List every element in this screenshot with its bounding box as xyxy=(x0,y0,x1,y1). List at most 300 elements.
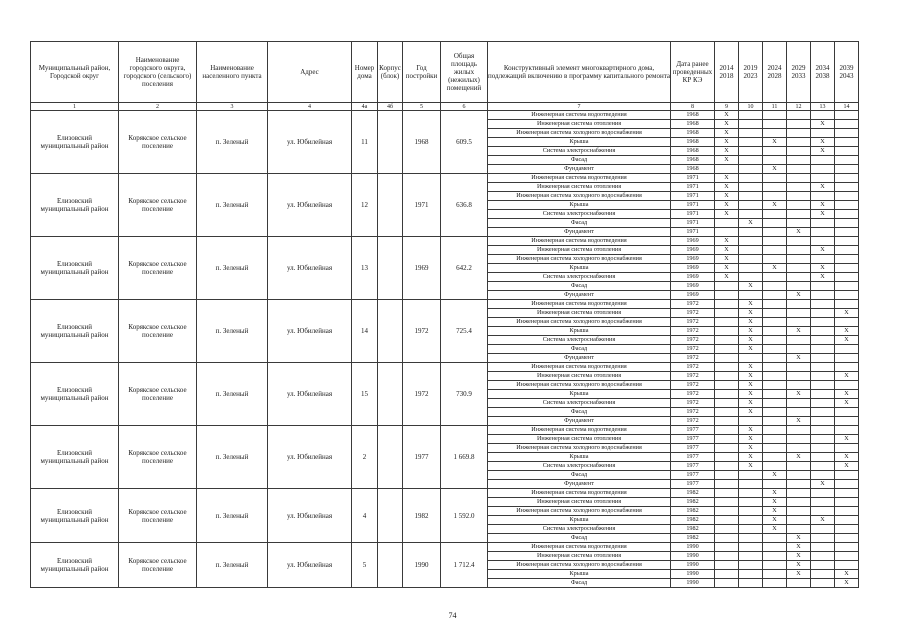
cell-period-mark: X xyxy=(739,345,763,354)
cell-period-mark xyxy=(715,381,739,390)
cell-period-mark xyxy=(811,453,835,462)
cell-period-mark xyxy=(835,471,859,480)
header-district: Муниципальный район, Городской округ xyxy=(31,42,119,103)
cell-structural-element: Система электроснабжения xyxy=(488,525,671,534)
cell-structural-element: Фундамент xyxy=(488,417,671,426)
cell-period-mark xyxy=(763,570,787,579)
cell-period-mark xyxy=(811,552,835,561)
cell-period-mark xyxy=(835,120,859,129)
cell-previous-repair-date: 1972 xyxy=(671,336,715,345)
cell-period-mark xyxy=(835,210,859,219)
cell-structural-element: Инженерная система холодного водоснабжения xyxy=(488,129,671,138)
cell-structural-element: Инженерная система водоотведения xyxy=(488,174,671,183)
cell-period-mark xyxy=(763,399,787,408)
cell-house-number: 2 xyxy=(352,426,378,489)
cell-address: ул. Юбилейная xyxy=(268,543,352,588)
cell-block xyxy=(378,543,403,588)
cell-period-mark: X xyxy=(739,381,763,390)
header-settlement: Наименование городского округа, городского (сельского) поселения xyxy=(119,42,197,103)
cell-period-mark xyxy=(739,489,763,498)
table-row xyxy=(31,300,859,309)
cell-period-mark xyxy=(739,543,763,552)
cell-period-mark: X xyxy=(763,201,787,210)
cell-period-mark xyxy=(763,246,787,255)
header-total-area: Общая площадь жилых (нежилых) помещений xyxy=(441,42,488,103)
cell-structural-element: Фасад xyxy=(488,579,671,588)
cell-period-mark xyxy=(811,372,835,381)
cell-settlement: Корякское сельское поселение xyxy=(119,174,197,237)
cell-period-mark xyxy=(811,534,835,543)
cell-total-area: 1 712.4 xyxy=(441,543,488,588)
cell-locality: п. Зеленый xyxy=(197,300,268,363)
cell-block xyxy=(378,489,403,543)
cell-period-mark xyxy=(715,363,739,372)
cell-structural-element: Инженерная система водоотведения xyxy=(488,543,671,552)
cell-period-mark: X xyxy=(715,120,739,129)
cell-period-mark xyxy=(787,363,811,372)
cell-structural-element: Крыша xyxy=(488,201,671,210)
cell-previous-repair-date: 1990 xyxy=(671,543,715,552)
page-number: 74 xyxy=(448,611,457,620)
cell-structural-element: Фасад xyxy=(488,282,671,291)
cell-period-mark: X xyxy=(715,192,739,201)
cell-period-mark: X xyxy=(739,318,763,327)
cell-period-mark xyxy=(811,471,835,480)
cell-period-mark xyxy=(739,201,763,210)
cell-period-mark xyxy=(811,336,835,345)
cell-locality: п. Зеленый xyxy=(197,426,268,489)
cell-period-mark xyxy=(835,507,859,516)
cell-period-mark xyxy=(787,471,811,480)
header-period-2034-2038: 2034 2038 xyxy=(811,42,835,103)
cell-period-mark xyxy=(715,507,739,516)
cell-structural-element: Инженерная система холодного водоснабжения xyxy=(488,381,671,390)
cell-period-mark xyxy=(739,579,763,588)
cell-period-mark xyxy=(739,354,763,363)
cell-previous-repair-date: 1972 xyxy=(671,363,715,372)
cell-total-area: 636.8 xyxy=(441,174,488,237)
cell-period-mark: X xyxy=(787,327,811,336)
cell-period-mark: X xyxy=(787,354,811,363)
cell-period-mark xyxy=(835,192,859,201)
cell-period-mark xyxy=(739,516,763,525)
cell-period-mark xyxy=(763,219,787,228)
cell-period-mark xyxy=(763,417,787,426)
cell-period-mark xyxy=(811,408,835,417)
cell-period-mark xyxy=(835,138,859,147)
cell-period-mark xyxy=(715,426,739,435)
header-block: Корпус (блок) xyxy=(378,42,403,103)
cell-period-mark xyxy=(715,498,739,507)
cell-period-mark: X xyxy=(811,246,835,255)
capital-repair-table xyxy=(30,41,859,588)
cell-period-mark xyxy=(763,336,787,345)
cell-period-mark: X xyxy=(715,138,739,147)
cell-period-mark xyxy=(787,426,811,435)
cell-previous-repair-date: 1972 xyxy=(671,417,715,426)
column-number: 9 xyxy=(715,103,739,111)
cell-house-number: 11 xyxy=(352,111,378,174)
cell-district: Елизовский муниципальный район xyxy=(31,174,119,237)
cell-period-mark: X xyxy=(787,534,811,543)
cell-previous-repair-date: 1968 xyxy=(671,111,715,120)
column-number: 14 xyxy=(835,103,859,111)
cell-period-mark: X xyxy=(811,120,835,129)
cell-period-mark: X xyxy=(715,111,739,120)
cell-previous-repair-date: 1969 xyxy=(671,273,715,282)
cell-period-mark xyxy=(811,255,835,264)
column-number: 1 xyxy=(31,103,119,111)
cell-previous-repair-date: 1972 xyxy=(671,399,715,408)
header-structural-element: Конструктивный элемент многоквартирного дома, подлежащий включению в программу капитального ремонта xyxy=(488,42,671,103)
cell-period-mark xyxy=(787,165,811,174)
cell-period-mark xyxy=(787,246,811,255)
cell-period-mark xyxy=(811,237,835,246)
cell-locality: п. Зеленый xyxy=(197,489,268,543)
cell-period-mark xyxy=(811,129,835,138)
cell-period-mark xyxy=(763,561,787,570)
cell-period-mark xyxy=(787,219,811,228)
cell-period-mark: X xyxy=(739,444,763,453)
cell-period-mark xyxy=(715,318,739,327)
cell-period-mark: X xyxy=(835,399,859,408)
cell-locality: п. Зеленый xyxy=(197,111,268,174)
cell-previous-repair-date: 1969 xyxy=(671,246,715,255)
cell-previous-repair-date: 1977 xyxy=(671,471,715,480)
cell-period-mark xyxy=(835,525,859,534)
cell-period-mark xyxy=(787,507,811,516)
cell-period-mark xyxy=(715,453,739,462)
cell-previous-repair-date: 1971 xyxy=(671,210,715,219)
cell-period-mark xyxy=(763,543,787,552)
cell-period-mark: X xyxy=(811,516,835,525)
table-row xyxy=(31,111,859,120)
cell-period-mark: X xyxy=(835,453,859,462)
cell-total-area: 1 592.0 xyxy=(441,489,488,543)
cell-period-mark: X xyxy=(763,525,787,534)
header-previous-repair-date: Дата ранее проведенных КР КЭ xyxy=(671,42,715,103)
cell-period-mark: X xyxy=(763,498,787,507)
cell-period-mark xyxy=(739,570,763,579)
cell-period-mark xyxy=(739,507,763,516)
cell-address: ул. Юбилейная xyxy=(268,237,352,300)
cell-previous-repair-date: 1968 xyxy=(671,138,715,147)
cell-period-mark: X xyxy=(739,390,763,399)
cell-period-mark xyxy=(763,183,787,192)
cell-previous-repair-date: 1971 xyxy=(671,228,715,237)
cell-period-mark: X xyxy=(739,426,763,435)
cell-period-mark: X xyxy=(811,201,835,210)
cell-period-mark: X xyxy=(835,390,859,399)
cell-structural-element: Инженерная система холодного водоснабжения xyxy=(488,192,671,201)
cell-period-mark xyxy=(811,390,835,399)
cell-period-mark: X xyxy=(787,417,811,426)
cell-period-mark xyxy=(835,174,859,183)
cell-period-mark xyxy=(787,201,811,210)
cell-period-mark xyxy=(763,237,787,246)
cell-period-mark: X xyxy=(715,273,739,282)
cell-period-mark xyxy=(763,426,787,435)
cell-period-mark xyxy=(835,291,859,300)
cell-period-mark xyxy=(811,570,835,579)
cell-period-mark xyxy=(835,534,859,543)
cell-period-mark xyxy=(763,579,787,588)
cell-structural-element: Инженерная система отопления xyxy=(488,246,671,255)
cell-period-mark xyxy=(763,480,787,489)
cell-period-mark xyxy=(811,309,835,318)
cell-period-mark xyxy=(811,192,835,201)
cell-period-mark xyxy=(835,345,859,354)
cell-structural-element: Фасад xyxy=(488,219,671,228)
cell-period-mark xyxy=(835,318,859,327)
cell-period-mark xyxy=(763,390,787,399)
column-number-row xyxy=(31,103,859,111)
column-number: 13 xyxy=(811,103,835,111)
cell-period-mark xyxy=(739,246,763,255)
cell-period-mark xyxy=(739,525,763,534)
cell-period-mark xyxy=(763,156,787,165)
cell-period-mark xyxy=(835,111,859,120)
header-row xyxy=(31,42,859,103)
cell-previous-repair-date: 1972 xyxy=(671,372,715,381)
cell-period-mark xyxy=(787,498,811,507)
cell-district: Елизовский муниципальный район xyxy=(31,426,119,489)
cell-previous-repair-date: 1969 xyxy=(671,237,715,246)
column-number: 5 xyxy=(403,103,441,111)
cell-period-mark xyxy=(811,165,835,174)
cell-period-mark xyxy=(763,345,787,354)
cell-period-mark xyxy=(787,300,811,309)
cell-period-mark: X xyxy=(787,291,811,300)
cell-period-mark: X xyxy=(811,147,835,156)
cell-period-mark: X xyxy=(787,543,811,552)
cell-structural-element: Инженерная система водоотведения xyxy=(488,363,671,372)
cell-period-mark xyxy=(763,273,787,282)
column-number: 12 xyxy=(787,103,811,111)
cell-period-mark: X xyxy=(787,561,811,570)
cell-structural-element: Фундамент xyxy=(488,480,671,489)
cell-period-mark xyxy=(715,489,739,498)
cell-period-mark: X xyxy=(763,264,787,273)
cell-period-mark xyxy=(787,174,811,183)
cell-period-mark xyxy=(763,210,787,219)
cell-period-mark xyxy=(811,354,835,363)
column-number: 2 xyxy=(119,103,197,111)
cell-period-mark: X xyxy=(835,372,859,381)
cell-period-mark xyxy=(763,462,787,471)
cell-period-mark xyxy=(787,120,811,129)
cell-period-mark xyxy=(787,345,811,354)
cell-locality: п. Зеленый xyxy=(197,174,268,237)
cell-structural-element: Крыша xyxy=(488,453,671,462)
cell-previous-repair-date: 1971 xyxy=(671,192,715,201)
cell-period-mark xyxy=(787,372,811,381)
cell-period-mark xyxy=(715,219,739,228)
cell-structural-element: Фасад xyxy=(488,345,671,354)
cell-period-mark xyxy=(787,489,811,498)
cell-period-mark: X xyxy=(763,471,787,480)
cell-period-mark xyxy=(811,462,835,471)
cell-period-mark xyxy=(811,399,835,408)
cell-period-mark xyxy=(715,390,739,399)
cell-period-mark: X xyxy=(763,507,787,516)
cell-period-mark xyxy=(787,183,811,192)
cell-period-mark: X xyxy=(787,552,811,561)
header-period-2039-2043: 2039 2043 xyxy=(835,42,859,103)
cell-period-mark: X xyxy=(835,327,859,336)
cell-period-mark xyxy=(763,318,787,327)
cell-period-mark: X xyxy=(715,183,739,192)
cell-period-mark xyxy=(739,498,763,507)
cell-period-mark xyxy=(811,579,835,588)
cell-period-mark: X xyxy=(739,435,763,444)
header-locality: Наименование населенного пункта xyxy=(197,42,268,103)
cell-period-mark: X xyxy=(715,237,739,246)
cell-structural-element: Крыша xyxy=(488,570,671,579)
cell-period-mark xyxy=(811,498,835,507)
cell-period-mark: X xyxy=(715,255,739,264)
cell-period-mark xyxy=(715,372,739,381)
cell-period-mark xyxy=(715,534,739,543)
cell-period-mark: X xyxy=(715,174,739,183)
cell-period-mark xyxy=(811,300,835,309)
cell-settlement: Корякское сельское поселение xyxy=(119,363,197,426)
cell-period-mark: X xyxy=(763,516,787,525)
cell-period-mark xyxy=(787,309,811,318)
cell-structural-element: Система электроснабжения xyxy=(488,273,671,282)
header-period-2029-2033: 2029 2033 xyxy=(787,42,811,103)
cell-period-mark xyxy=(715,444,739,453)
cell-previous-repair-date: 1990 xyxy=(671,579,715,588)
cell-previous-repair-date: 1977 xyxy=(671,462,715,471)
cell-period-mark xyxy=(835,300,859,309)
cell-previous-repair-date: 1968 xyxy=(671,129,715,138)
cell-structural-element: Инженерная система отопления xyxy=(488,183,671,192)
cell-period-mark xyxy=(787,408,811,417)
cell-period-mark xyxy=(835,552,859,561)
cell-period-mark xyxy=(811,327,835,336)
cell-period-mark: X xyxy=(811,273,835,282)
cell-period-mark xyxy=(739,291,763,300)
cell-period-mark xyxy=(739,534,763,543)
cell-period-mark xyxy=(811,228,835,237)
cell-period-mark: X xyxy=(739,327,763,336)
header-period-2014-2018: 2014 2018 xyxy=(715,42,739,103)
cell-previous-repair-date: 1969 xyxy=(671,282,715,291)
cell-period-mark: X xyxy=(739,372,763,381)
table-row xyxy=(31,543,859,552)
cell-block xyxy=(378,237,403,300)
cell-period-mark xyxy=(835,354,859,363)
cell-period-mark xyxy=(787,111,811,120)
cell-structural-element: Система электроснабжения xyxy=(488,462,671,471)
cell-period-mark xyxy=(763,147,787,156)
cell-period-mark xyxy=(739,138,763,147)
cell-locality: п. Зеленый xyxy=(197,543,268,588)
cell-period-mark xyxy=(835,183,859,192)
cell-period-mark xyxy=(739,147,763,156)
cell-period-mark xyxy=(715,570,739,579)
cell-previous-repair-date: 1972 xyxy=(671,354,715,363)
cell-structural-element: Инженерная система отопления xyxy=(488,120,671,129)
cell-period-mark xyxy=(763,363,787,372)
cell-previous-repair-date: 1968 xyxy=(671,156,715,165)
cell-period-mark: X xyxy=(715,156,739,165)
cell-period-mark: X xyxy=(811,183,835,192)
cell-structural-element: Система электроснабжения xyxy=(488,399,671,408)
column-number: 6 xyxy=(441,103,488,111)
cell-period-mark xyxy=(739,552,763,561)
cell-period-mark xyxy=(787,255,811,264)
cell-period-mark: X xyxy=(787,228,811,237)
cell-period-mark xyxy=(715,408,739,417)
cell-period-mark xyxy=(787,381,811,390)
cell-block xyxy=(378,111,403,174)
cell-period-mark: X xyxy=(739,309,763,318)
cell-period-mark: X xyxy=(811,264,835,273)
cell-period-mark xyxy=(763,255,787,264)
header-address: Адрес xyxy=(268,42,352,103)
cell-total-area: 730.9 xyxy=(441,363,488,426)
cell-period-mark xyxy=(835,147,859,156)
cell-period-mark xyxy=(715,336,739,345)
cell-previous-repair-date: 1969 xyxy=(671,255,715,264)
cell-structural-element: Инженерная система водоотведения xyxy=(488,489,671,498)
cell-previous-repair-date: 1990 xyxy=(671,552,715,561)
cell-period-mark xyxy=(811,174,835,183)
cell-previous-repair-date: 1972 xyxy=(671,318,715,327)
cell-year-built: 1990 xyxy=(403,543,441,588)
header-period-2019-2023: 2019 2023 xyxy=(739,42,763,103)
cell-period-mark xyxy=(835,201,859,210)
cell-previous-repair-date: 1972 xyxy=(671,381,715,390)
cell-period-mark xyxy=(763,120,787,129)
cell-block xyxy=(378,174,403,237)
cell-period-mark xyxy=(811,489,835,498)
cell-period-mark xyxy=(763,300,787,309)
cell-period-mark xyxy=(835,408,859,417)
cell-previous-repair-date: 1971 xyxy=(671,183,715,192)
cell-period-mark xyxy=(811,282,835,291)
cell-period-mark xyxy=(787,579,811,588)
column-number: 8 xyxy=(671,103,715,111)
cell-period-mark xyxy=(787,444,811,453)
cell-period-mark xyxy=(739,129,763,138)
cell-settlement: Корякское сельское поселение xyxy=(119,237,197,300)
cell-period-mark xyxy=(787,237,811,246)
cell-period-mark xyxy=(787,138,811,147)
cell-period-mark xyxy=(739,471,763,480)
cell-period-mark xyxy=(811,543,835,552)
cell-block xyxy=(378,300,403,363)
cell-period-mark xyxy=(835,498,859,507)
cell-period-mark xyxy=(835,426,859,435)
cell-structural-element: Крыша xyxy=(488,516,671,525)
cell-period-mark xyxy=(835,219,859,228)
cell-address: ул. Юбилейная xyxy=(268,111,352,174)
cell-period-mark: X xyxy=(715,246,739,255)
cell-period-mark: X xyxy=(811,480,835,489)
column-number: 4а xyxy=(352,103,378,111)
cell-period-mark xyxy=(835,264,859,273)
cell-period-mark xyxy=(811,507,835,516)
cell-structural-element: Система электроснабжения xyxy=(488,147,671,156)
cell-period-mark xyxy=(811,219,835,228)
cell-period-mark xyxy=(739,120,763,129)
cell-year-built: 1972 xyxy=(403,300,441,363)
cell-period-mark xyxy=(739,561,763,570)
cell-period-mark: X xyxy=(835,309,859,318)
